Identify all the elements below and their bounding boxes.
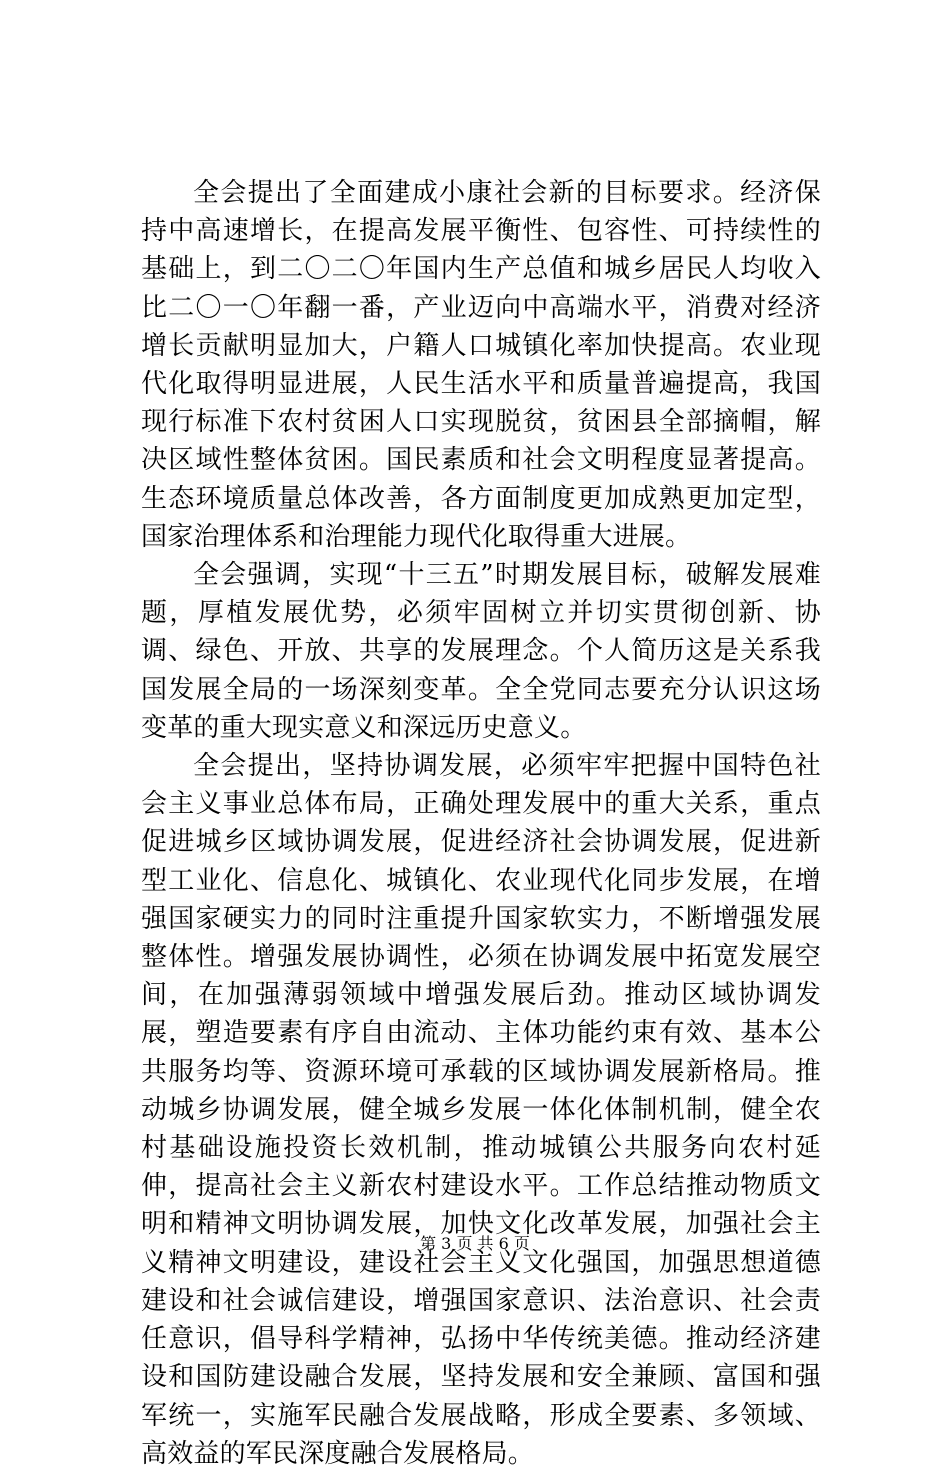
paragraph-goals: 全会提出了全面建成小康社会新的目标要求。经济保持中高速增长，在提高发展平衡性、包容性、可持续性的基础上，到二〇二〇年国内生产总值和城乡居民人均收入比二〇一〇年翻一番，产业迈向中高端水平，消费对经济增长贡献明显加大，户籍人口城镇化率加快提高。农业现代化取得明显进展，人民生活水平和质量普遍提高，我国现行标准下农村贫困人口实现脱贫，贫困县全部摘帽，解决区域性整体贫困。国民素质和社会文明程度显著提高。生态环境质量总体改善，各方面制度更加成熟更加定型，国家治理体系和治理能力现代化取得重大进展。 <box>141 178 821 552</box>
document-body <box>141 174 821 1473</box>
paragraph-coordinated-development: 全会提出，坚持协调发展，必须牢牢把握中国特色社会主义事业总体布局，正确处理发展中的重大关系，重点促进城乡区域协调发展，促进经济社会协调发展，促进新型工业化、信息化、城镇化、农业现代化同步发展，在增强国家硬实力的同时注重提升国家软实力，不断增强发展整体性。增强发展协调性，必须在协调发展中拓宽发展空间，在加强薄弱领域中增强发展后劲。推动区域协调发展，塑造要素有序自由流动、主体功能约束有效、基本公共服务均等、资源环境可承载的区域协调发展新格局。推动城乡协调发展，健全城乡发展一体化体制机制，健全农村基础设施投资长效机制，推动城镇公共服务向农村延伸，提高社会主义新农村建设水平。工作总结推动物质文明和精神文明协调发展，加快文化改革发展，加强社会主义精神文明建设，建设社会主义文化强国，加强思想道德建设和社会诚信建设，增强国家意识、法治意识、社会责任意识，倡导科学精神，弘扬中华传统美德。推动经济建设和国防建设融合发展，坚持发展和安全兼顾、富国和强军统一，实施军民融合发展战略，形成全要素、多领域、高效益的军民深度融合发展格局。 <box>141 751 821 1469</box>
page-number-footer: 第 3 页 共 6 页 <box>420 1234 530 1253</box>
paragraph-development-concepts: 全会强调，实现“十三五”时期发展目标，破解发展难题，厚植发展优势，必须牢固树立并切实贯彻创新、协调、绿色、开放、共享的发展理念。个人简历这是关系我国发展全局的一场深刻变革。全全党同志要充分认识这场变革的重大现实意义和深远历史意义。 <box>141 560 821 743</box>
